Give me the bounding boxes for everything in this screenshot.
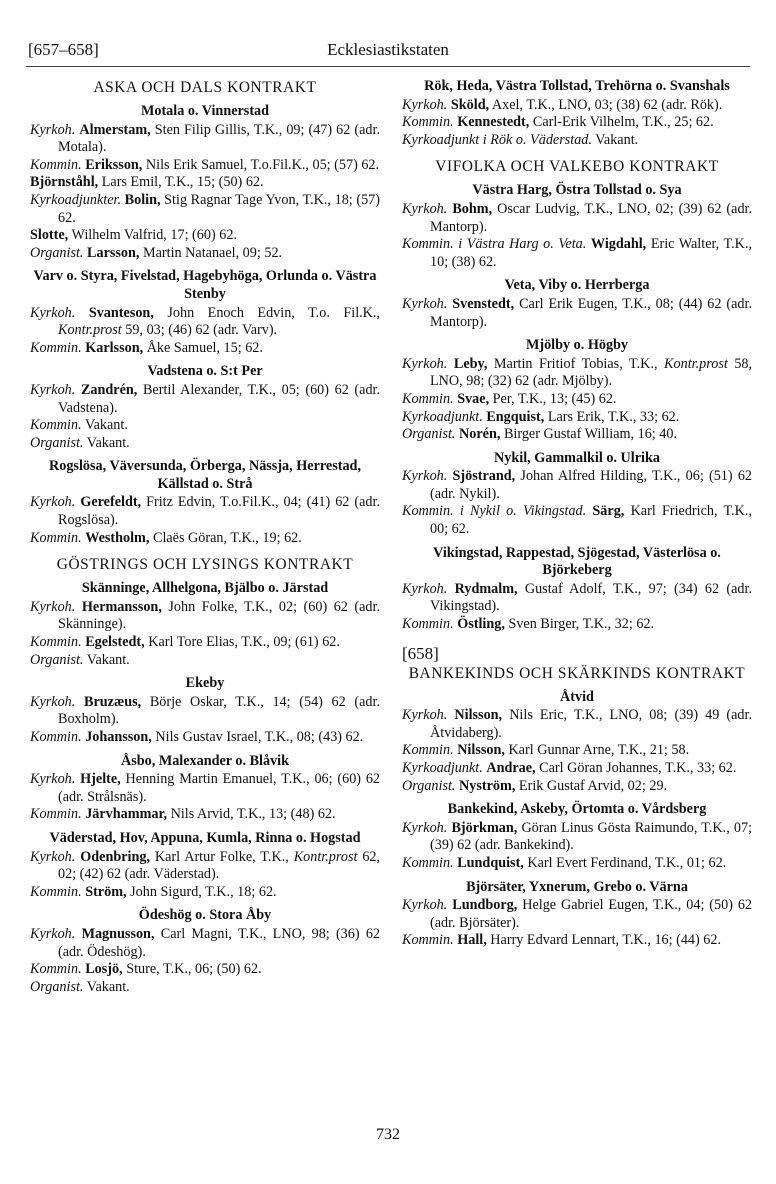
entry-name: Magnusson, [81,925,155,942]
entry-role: Organist. [402,426,456,443]
entry-name: Eriksson, [85,156,143,173]
clergy-entry [402,742,752,760]
entry-details: Karl Gunnar Arne, T.K., 21; 58. [508,742,690,759]
entry-name: Odenbring, [80,848,150,865]
entry-name: Engquist, [486,408,545,425]
clergy-entry [402,503,752,538]
clergy-entry [30,926,380,961]
entry-name: Särg, [592,503,625,520]
clergy-entry [402,760,752,778]
entry-role: Kommin. [30,529,82,546]
entry-details: Karl Evert Ferdinand, T.K., 01; 62. [527,854,727,871]
entry-details: 62, 02; (42) 62 (adr. Väderstad). [58,848,381,883]
clergy-entry [30,435,380,453]
entry-details: Stig Ragnar Tage Yvon, T.K., 18; (57) 62. [58,191,380,226]
clergy-entry [30,729,380,747]
entry-details: 58, LNO, 98; (32) 62 (adr. Mjölby). [430,355,753,390]
entry-details: John Folke, T.K., 02; (60) 62 (adr. Skänninge). [58,598,381,633]
entry-details: Vakant. [84,417,128,434]
entry-details: Carl Erik Eugen, T.K., 08; (44) 62 (adr. Mantorp). [430,295,753,330]
entry-role: Kyrkoh. [402,580,448,597]
entry-details: Börje Oskar, T.K., 14; (54) 62 (adr. Boxholm). [58,693,381,728]
parish-heading: Västra Harg, Östra Tollstad o. Sya [472,182,682,199]
entry-name: Nilsson, [454,707,503,724]
entry-name: Sköld, [450,96,490,113]
entry-name: Wigdahl, [590,236,647,253]
entry-details: Nils Eric, T.K., LNO, 08; (39) 49 (adr. Åtvidaberg). [430,707,753,741]
entry-role: Kommin. [402,390,454,407]
clergy-entry [402,132,752,150]
entry-role: Kyrkoh. [30,121,76,138]
entry-details: Vakant. [86,651,130,668]
entry-role: Kommin. [402,854,454,871]
entry-details: Vakant. [86,434,130,451]
clergy-entry [402,114,752,132]
parish-heading: Väderstad, Hov, Appuna, Kumla, Rinna o. Hogstad [49,829,361,846]
clergy-entry [402,391,752,409]
entry-details: Carl-Erik Vilhelm, T.K., 25; 62. [532,114,714,131]
entry-role: Kyrkoh. [402,468,448,485]
entry-role: Kyrkoh. [30,925,76,942]
clergy-entry [402,778,752,796]
entry-name: Larsson, [87,244,140,261]
parish-heading: Vadstena o. S:t Per [147,363,263,380]
clergy-entry [30,979,380,997]
entry-role: Organist. [30,244,84,261]
entry-name: Hall, [457,932,487,949]
clergy-entry [30,771,380,806]
entry-details: Wilhelm Valfrid, 17; (60) 62. [71,227,237,244]
entry-details: Göran Linus Gösta Raimundo, T.K., 07; (39) 62 (adr. Bankekind). [430,819,753,854]
entry-role: Kyrkoadjunkter. [30,191,122,208]
entry-role: Kyrkoh. [402,200,448,217]
clergy-entry [30,884,380,902]
parish-heading: Varv o. Styra, Fivelstad, Hagebyhöga, Orlunda o. Västra Stenby [33,268,377,302]
entry-role: Kommin. [30,339,82,356]
entry-name: Hermansson, [81,598,162,615]
entry-name: Hjelte, [80,771,121,788]
entry-details: Johan Alfred Hilding, T.K., 06; (51) 62 (adr. Nykil). [430,468,753,502]
entry-details: Lars Erik, T.K., 33; 62. [547,408,680,425]
entry-name: Svanteson, [88,304,154,321]
entry-details: Bertil Alexander, T.K., 05; (60) 62 (adr. Vadstena). [58,381,381,416]
entry-name: Bruzæus, [84,693,142,710]
clergy-entry [30,382,380,417]
running-header [22,38,754,62]
clergy-entry [30,849,380,884]
clergy-entry [30,694,380,729]
entry-role: Kyrkoh. [30,693,76,710]
entry-name: Svae, [457,390,490,407]
clergy-entry [30,417,380,435]
entry-title: Kontr.prost [664,355,728,372]
entry-title: Kontr.prost [58,322,122,339]
parish-heading: Veta, Viby o. Herrberga [504,277,650,294]
page-range: [657–658] [28,40,99,59]
clergy-entry [402,616,752,634]
clergy-entry [402,201,752,236]
entry-name: Ström, [85,883,127,900]
clergy-entry [30,305,380,340]
section-page-marker: [658] [402,643,439,663]
entry-name: Karlsson, [85,339,144,356]
entry-role: Kommin. [30,417,82,434]
entry-role: Kommin. [30,883,82,900]
entry-name: Egelstedt, [85,634,145,651]
clergy-entry [30,599,380,634]
clergy-entry [30,530,380,548]
entry-details: Oscar Ludvig, T.K., LNO, 02; (39) 62 (adr. Mantorp). [430,200,753,235]
parish-heading: Bankekind, Askeby, Örtomta o. Vårdsberg [447,801,707,818]
left-column [30,78,380,996]
entry-name: Slotte, [30,227,69,244]
entry-name: Lundquist, [457,854,524,871]
entry-role: Kommin. [402,932,454,949]
entry-details: Sture, T.K., 06; (50) 62. [126,961,262,978]
clergy-entry [30,157,380,175]
contract-heading: ASKA OCH DALS KONTRAKT [93,79,317,96]
entry-role: Kommin. [30,156,82,173]
clergy-entry [30,122,380,157]
clergy-entry [402,97,752,115]
running-title: Ecklesiastikstaten [327,40,449,59]
entry-name: Björnståhl, [30,174,99,191]
parish-heading: Björsäter, Yxnerum, Grebo o. Värna [466,878,688,895]
clergy-entry [30,806,380,824]
clergy-entry [30,227,380,245]
clergy-entry [30,652,380,670]
entry-role: Kommin. [402,742,454,759]
entry-name: Norén, [459,426,501,443]
clergy-entry [402,932,752,950]
entry-details: Nils Erik Samuel, T.o.Fil.K., 05; (57) 62. [145,156,380,173]
entry-details: 59, 03; (46) 62 (adr. Varv). [125,322,278,339]
contract-heading: VIFOLKA OCH VALKEBO KONTRAKT [435,158,719,176]
entry-role: Kyrkoadjunkt i Rök o. Väderstad. [402,131,592,148]
parish-heading: Skänninge, Allhelgona, Bjälbo o. Järstad [81,580,329,597]
entry-role: Organist. [30,434,84,451]
entry-details: John Enoch Edvin, T.o. Fil.K., [167,304,381,321]
clergy-entry [30,961,380,979]
entry-name: Järvhammar, [85,806,168,823]
clergy-entry [402,855,752,873]
clergy-entry [402,897,752,932]
contract-heading: BANKEKINDS OCH SKÄRKINDS KONTRAKT [408,664,746,682]
clergy-entry [402,468,752,503]
entry-role: Kyrkoadjunkt. [402,408,483,425]
entry-name: Nilsson, [457,742,505,759]
entry-details: Carl Göran Johannes, T.K., 33; 62. [539,760,737,776]
entry-role: Kyrkoh. [30,494,76,511]
entry-name: Losjö, [85,961,123,978]
entry-details: Sven Birger, T.K., 32; 62. [508,616,655,633]
entry-details: Axel, T.K., LNO, 03; (38) 62 (adr. Rök). [491,96,723,113]
clergy-entry [402,426,752,444]
parish-heading: Ekeby [185,675,225,692]
entry-name: Zandrén, [80,381,138,398]
entry-name: Lundborg, [452,897,518,914]
entry-role: Kyrkoh. [402,819,448,836]
clergy-entry [30,245,380,263]
entry-role: Kommin. [30,806,82,823]
entry-details: Per, T.K., 13; (45) 62. [492,390,617,407]
page-number: 732 [376,1126,400,1143]
entry-name: Sjöstrand, [452,468,516,485]
entry-name: Kennestedt, [457,114,530,131]
entry-role: Kyrkoh. [30,381,76,398]
entry-details: Karl Friedrich, T.K., 00; 62. [430,503,752,538]
entry-details: Harry Edvard Lennart, T.K., 16; (44) 62. [490,932,722,949]
entry-name: Almerstam, [79,121,151,138]
entry-name: Westholm, [85,529,150,546]
entry-details: Martin Fritiof Tobias, T.K., [493,355,658,372]
clergy-entry [402,296,752,331]
clergy-entry [30,340,380,358]
entry-details: Karl Tore Elias, T.K., 09; (61) 62. [148,634,340,651]
entry-details: Lars Emil, T.K., 15; (50) 62. [101,174,264,191]
clergy-entry [402,236,752,271]
contract-heading: GÖSTRINGS OCH LYSINGS KONTRAKT [56,556,354,574]
entry-role: Kyrkoh. [402,96,448,113]
clergy-entry [402,409,752,427]
parish-heading: Motala o. Vinnerstad [140,103,270,119]
parish-heading: Rök, Heda, Västra Tollstad, Trehörna o. Svanshals [424,78,730,94]
entry-details: Eric Walter, T.K., 10; (38) 62. [430,236,753,270]
parish-heading: Åsbo, Malexander o. Blåvik [120,752,290,769]
entry-name: Johansson, [85,729,152,745]
entry-role: Kommin. i Nykil o. Vikingstad. [402,503,587,520]
entry-name: Björkman, [451,819,518,836]
header-rule [26,66,750,67]
entry-name: Bohm, [452,200,493,217]
entry-details: Vakant. [595,131,639,148]
entry-details: Claës Göran, T.K., 19; 62. [152,529,302,546]
entry-role: Kyrkoh. [402,295,448,312]
entry-details: Karl Artur Folke, T.K., [154,848,289,865]
entry-details: Henning Martin Emanuel, T.K., 06; (60) 62 (adr. Strålsnäs). [58,771,381,805]
entry-role: Kommin. [30,961,82,978]
entry-details: John Sigurd, T.K., 18; 62. [130,883,277,900]
clergy-entry [30,174,380,192]
entry-role: Kommin. i Västra Harg o. Veta. [402,236,587,253]
clergy-entry [402,581,752,616]
entry-details: Fritz Edvin, T.o.Fil.K., 04; (41) 62 (adr. Rogslösa). [58,494,380,529]
entry-details: Erik Gustaf Arvid, 02; 29. [518,777,668,794]
entry-name: Andrae, [486,760,536,776]
entry-role: Kyrkoadjunkt. [402,760,483,776]
entry-details: Nils Arvid, T.K., 13; (48) 62. [170,806,336,823]
entry-details: Helge Gabriel Eugen, T.K., 04; (50) 62 (adr. Björsäter). [430,897,753,931]
entry-role: Kyrkoh. [402,355,448,372]
entry-name: Östling, [457,616,505,633]
clergy-entry [402,820,752,855]
entry-role: Organist. [30,651,84,668]
entry-name: Bolin, [124,191,161,208]
clergy-entry [402,356,752,391]
entry-details: Åke Samuel, 15; 62. [146,339,263,356]
entry-details: Birger Gustaf William, 16; 40. [503,426,678,443]
parish-heading: Åtvid [560,688,594,705]
entry-details: Sten Filip Gillis, T.K., 09; (47) 62 (adr. Motala). [58,121,381,156]
right-column [402,78,752,950]
entry-name: Svenstedt, [452,295,515,312]
clergy-entry [30,192,380,227]
entry-name: Nyström, [459,777,516,794]
clergy-entry [402,707,752,742]
entry-role: Kommin. [402,616,454,633]
entry-details: Nils Gustav Israel, T.K., 08; (43) 62. [155,729,364,745]
entry-role: Kyrkoh. [30,598,76,615]
parish-heading: Ödeshög o. Stora Åby [138,907,272,924]
entry-role: Kyrkoh. [30,304,76,321]
entry-name: Gerefeldt, [80,494,142,511]
entry-role: Kommin. [30,729,82,745]
parish-heading: Nykil, Gammalkil o. Ulrika [494,449,660,466]
parish-heading: Rogslösa, Väversunda, Örberga, Nässja, Herrestad, Källstad o. Strå [49,458,361,492]
entry-role: Kyrkoh. [30,771,76,788]
entry-role: Organist. [30,978,84,995]
entry-details: Vakant. [86,978,130,995]
entry-role: Kyrkoh. [402,707,448,724]
clergy-entry [30,494,380,529]
clergy-entry [30,634,380,652]
entry-role: Organist. [402,777,456,794]
parish-heading: Mjölby o. Högby [525,337,629,354]
entry-role: Kommin. [30,634,82,651]
entry-details: Gustaf Adolf, T.K., 97; (34) 62 (adr. Vikingstad). [430,580,752,615]
entry-name: Leby, [453,355,488,372]
entry-role: Kyrkoh. [30,848,76,865]
entry-role: Kommin. [402,114,454,131]
entry-title: Kontr.prost [293,848,358,865]
entry-name: Rydmalm, [454,580,518,597]
entry-role: Kyrkoh. [402,897,448,914]
entry-details: Martin Natanael, 09; 52. [143,244,283,261]
parish-heading: Vikingstad, Rappestad, Sjögestad, Västerlösa o. Björkeberg [433,544,721,579]
entry-details: Carl Magni, T.K., LNO, 98; (36) 62 (adr. Ödeshög). [58,925,381,960]
